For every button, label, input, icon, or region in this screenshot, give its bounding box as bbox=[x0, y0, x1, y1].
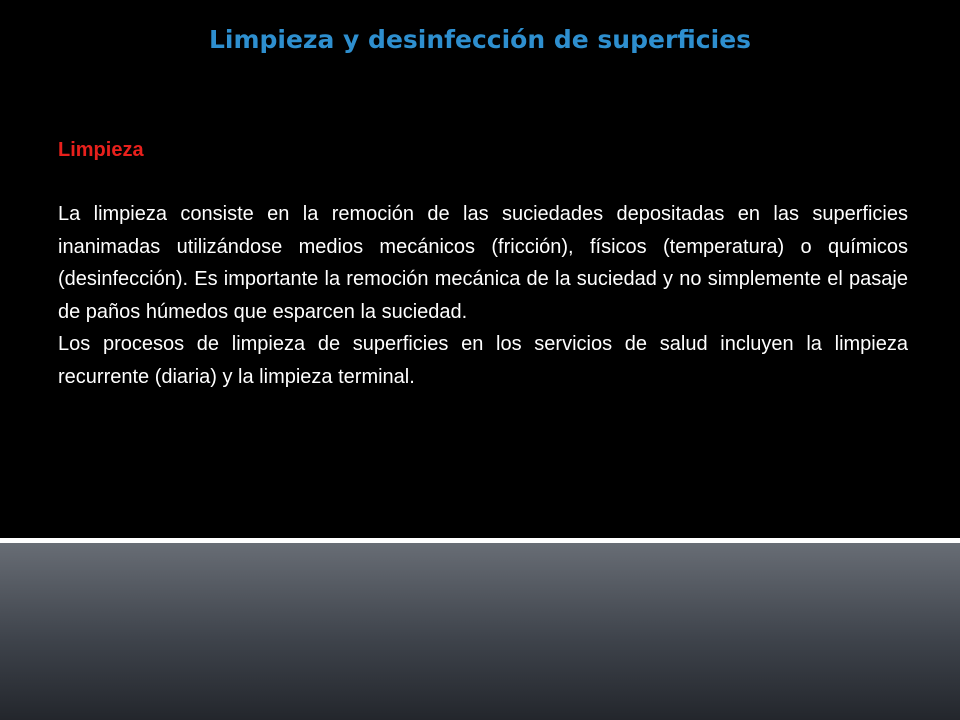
blank-line bbox=[58, 166, 908, 198]
slide-body bbox=[58, 134, 908, 393]
footer-gradient-band bbox=[0, 543, 960, 720]
paragraph-definition: La limpieza consiste en la remoción de las suciedades depositadas en las superficies inanimadas utilizándose medios mecánicos (fricción), físicos (temperatura) o químicos (desinfección). Es importante la remoción mecánica de la suciedad y no simplemente el pasaje de paños húmedos que esparcen la suciedad. bbox=[58, 203, 908, 323]
section-heading: Limpieza bbox=[58, 139, 144, 161]
paragraph-processes: Los procesos de limpieza de superficies en los servicios de salud incluyen la limpieza recurrente (diaria) y la limpieza terminal. bbox=[58, 333, 908, 388]
slide-title: Limpieza y desinfección de superficies bbox=[208, 25, 752, 54]
